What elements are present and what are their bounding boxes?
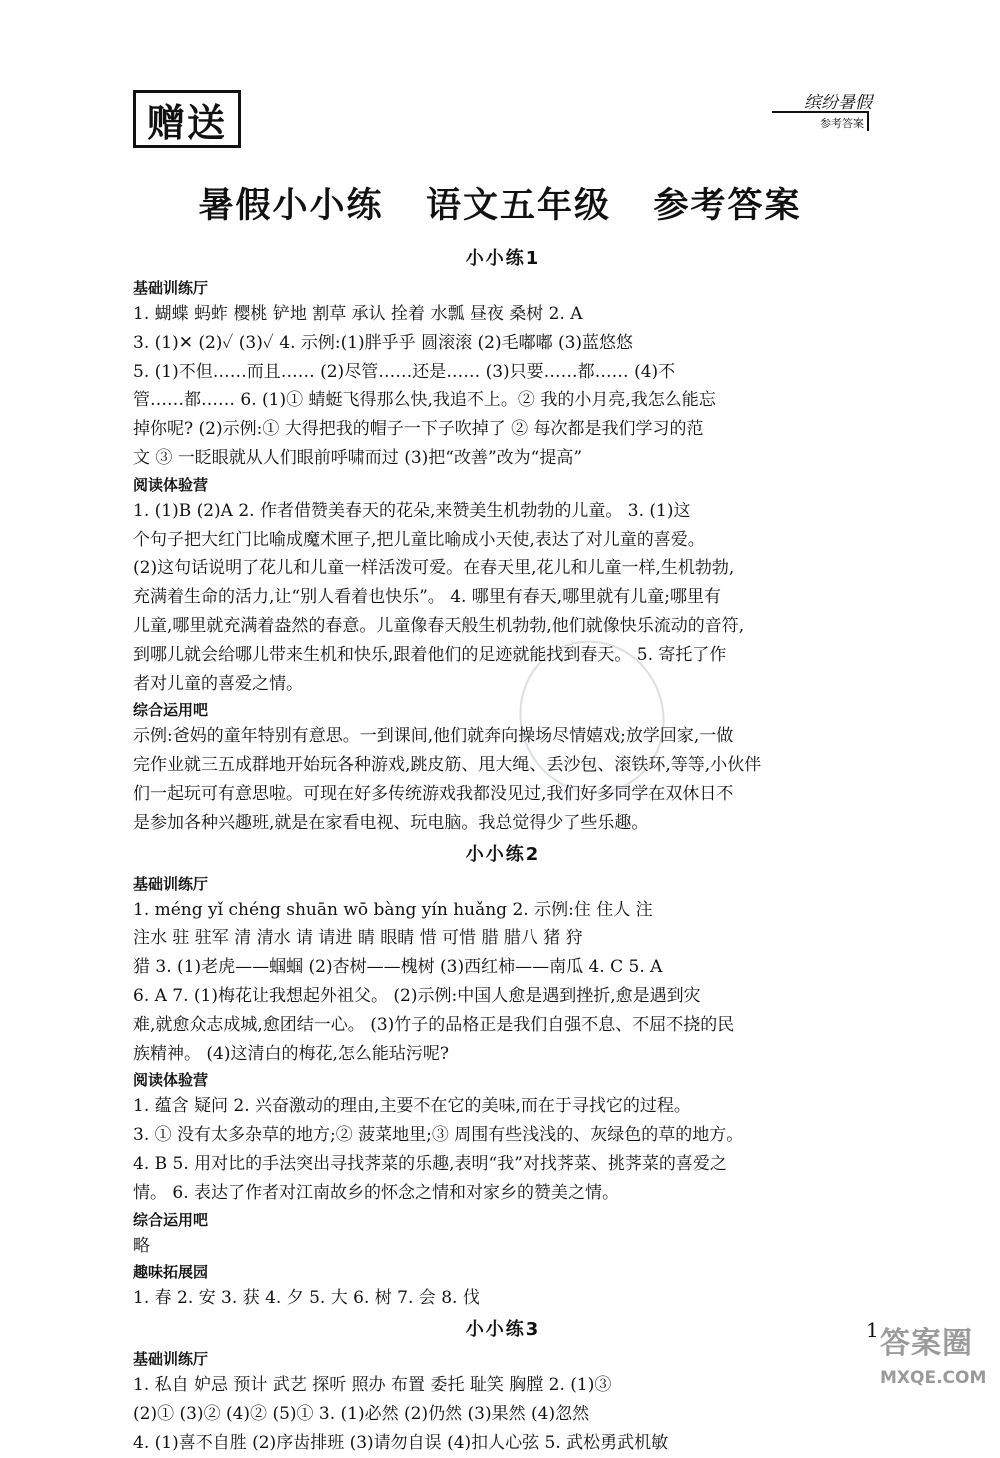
part-heading: 综合运用吧 — [133, 701, 209, 720]
answer-line: 1. 私自 妒忌 预计 武艺 探听 照办 布置 委托 耻笑 胸膛 2. (1)③ — [133, 1375, 612, 1396]
answer-line: 到哪儿就会给哪儿带来生机和快乐,跟着他们的足迹就能找到春天。 5. 寄托了作 — [133, 644, 727, 665]
answer-line: 们一起玩可有意思啦。可现在好多传统游戏我都没见过,我们好多同学在双休日不 — [133, 783, 734, 804]
answer-line: 1. 蝴蝶 蚂蚱 樱桃 铲地 割草 承认 拴着 水瓢 昼夜 桑树 2. A — [133, 304, 583, 324]
answer-line: 是参加各种兴趣班,就是在家看电视、玩电脑。我总觉得少了些乐趣。 — [133, 812, 649, 833]
section-title: 小小练3 — [465, 1319, 541, 1341]
answer-content — [133, 242, 873, 1458]
answer-line: 4. B 5. 用对比的手法突出寻找荠菜的乐趣,表明“我”对找荠菜、挑荠菜的喜爱之 — [133, 1153, 727, 1174]
answer-line: 略 — [133, 1235, 150, 1256]
series-name: 缤纷暑假 — [804, 93, 872, 113]
answer-line: 者对儿童的喜爱之情。 — [133, 673, 303, 694]
gift-label: 赠送 — [146, 100, 227, 145]
answer-line: 文 ③ 一眨眼就从人们眼前呼啸而过 (3)把“改善”改为“提高” — [133, 447, 583, 468]
answer-line: 族精神。 (4)这清白的梅花,怎么能玷污呢? — [133, 1043, 450, 1064]
part-heading: 综合运用吧 — [133, 1210, 209, 1229]
watermark-cn: 答案圈 — [880, 1326, 973, 1361]
part-heading: 基础训练厅 — [133, 874, 209, 893]
answer-line: 掉你呢? (2)示例:① 大得把我的帽子一下子吹掉了 ② 每次都是我们学习的范 — [133, 419, 704, 440]
answer-line: 1. (1)B (2)A 2. 作者借赞美春天的花朵,来赞美生机勃勃的儿童。 3. (1)这 — [133, 500, 691, 521]
page-title: 暑假小小练 语文五年级 参考答案 — [198, 186, 802, 226]
answer-line: 注水 驻 驻军 清 清水 请 请进 睛 眼睛 惜 可惜 腊 腊八 猪 狩 — [133, 928, 583, 949]
answer-line: 示例:爸妈的童年特别有意思。一到课间,他们就奔向操场尽情嬉戏;放学回家,一做 — [133, 726, 734, 747]
answer-line: 猎 3. (1)老虎——蝈蝈 (2)杏树——槐树 (3)西红柿——南瓜 4. C 5. A — [133, 957, 663, 978]
section-title: 小小练2 — [465, 843, 541, 865]
part-heading: 趣味拓展园 — [133, 1263, 209, 1282]
answer-line: (2)这句话说明了花儿和儿童一样活泼可爱。在春天里,花儿和儿童一样,生机勃勃, — [133, 558, 735, 579]
answer-line: 1. 蕴含 疑问 2. 兴奋激动的理由,主要不在它的美味,而在于寻找它的过程。 — [133, 1096, 691, 1117]
answer-line: 难,就愈众志成城,愈团结一心。 (3)竹子的品格正是我们自强不息、不屈不挠的民 — [133, 1014, 735, 1035]
watermark-url: MXQE.COM — [880, 1368, 987, 1388]
answer-line: 儿童,哪里就充满着盎然的春意。儿童像春天般生机勃勃,他们就像快乐流动的音符, — [133, 615, 745, 636]
answer-line: 5. (1)不但……而且…… (2)尽管……还是…… (3)只要……都…… (4)不 — [133, 361, 676, 382]
part-heading: 基础训练厅 — [133, 1350, 209, 1369]
answer-line: 1. 春 2. 安 3. 获 4. 夕 5. 大 6. 树 7. 会 8. 伐 — [133, 1288, 480, 1309]
answer-line: 4. (1)喜不自胜 (2)序齿排班 (3)请勿自误 (4)扣人心弦 5. 武松勇武机敏 — [133, 1432, 669, 1453]
answer-line: 个句子把大红门比喻成魔术匣子,把儿童比喻成小天使,表达了对儿童的喜爱。 — [133, 529, 705, 550]
part-heading: 阅读体验营 — [133, 475, 209, 494]
series-subtitle: 参考答案 — [772, 111, 869, 131]
gift-label-box — [133, 90, 241, 148]
page-number: 1 — [866, 1318, 879, 1342]
section-title: 小小练1 — [465, 248, 541, 269]
answer-line: 6. A 7. (1)梅花让我想起外祖父。 (2)示例:中国人愈是遇到挫折,愈是遇到灾 — [133, 985, 701, 1006]
answer-line: 管……都…… 6. (1)① 蜻蜓飞得那么快,我追不上。② 我的小月亮,我怎么能忘 — [133, 390, 716, 411]
answer-line: (2)① (3)② (4)② (5)① 3. (1)必然 (2)仍然 (3)果然 (4)忽然 — [133, 1403, 590, 1424]
answer-line: 情。 6. 表达了作者对江南故乡的怀念之情和对家乡的赞美之情。 — [133, 1182, 620, 1203]
answer-line: 充满着生命的活力,让“别人看着也快乐”。 4. 哪里有春天,哪里就有儿童;哪里有 — [133, 587, 721, 608]
answer-line: 3. (1)✕ (2)✓ (3)✓ 4. 示例:(1)胖乎乎 圆滚滚 (2)毛嘟嘟 (3)蓝悠悠 — [133, 332, 634, 353]
watermark-logo — [880, 1318, 990, 1388]
part-heading: 阅读体验营 — [133, 1071, 209, 1090]
answer-line: 完作业就三五成群地开始玩各种游戏,跳皮筋、甩大绳、丢沙包、滚铁环,等等,小伙伴 — [133, 755, 762, 776]
answer-line: 3. ① 没有太多杂草的地方;② 菠菜地里;③ 周围有些浅浅的、灰绿色的草的地方。 — [133, 1125, 744, 1146]
part-heading: 基础训练厅 — [133, 279, 209, 297]
answer-line: 1. méng yǐ chéng shuān wō bàng yín huǎng 2. 示例:住 住人 注 — [133, 899, 653, 920]
